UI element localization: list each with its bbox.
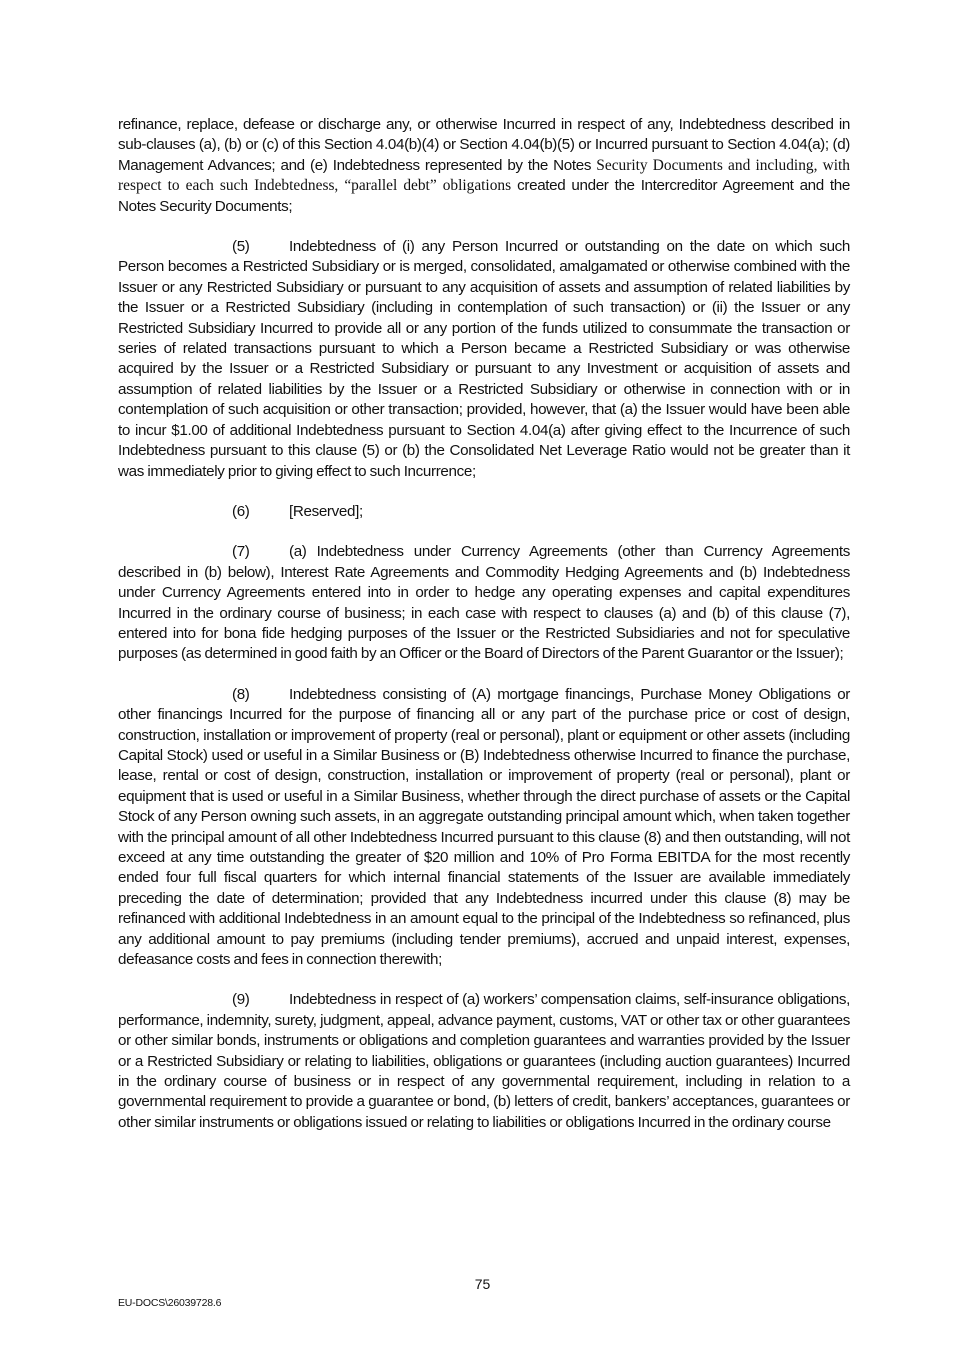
paragraph-8	[118, 685, 850, 971]
paragraph-text: [Reserved];	[289, 502, 363, 520]
paragraph-9	[118, 990, 850, 1133]
clause-number: (5)	[232, 238, 250, 256]
paragraph-7	[118, 542, 850, 664]
clause-number: (8)	[232, 685, 250, 703]
document-body	[118, 115, 850, 1153]
paragraph-text: Indebtedness consisting of (A) mortgage financings, Purchase Money Obligations or other financings Incurred for the purpose of financing all or any part of the purchase price or cost of design, construction, installation or improvement of property (real or personal), plant or equipment or other assets (including Capital Stock) used or useful in a Similar Business or (B) Indebtedness otherwise Incurred to finance the purchase, lease, rental or cost of design, construction, installation or improvement of property (real or personal), plant or equipment that is used or useful in a Similar Business, whether through the direct purchase of assets or the Capital Stock of any Person owning such assets, in an aggregate outstanding principal amount which, when taken together with the principal amount of all other Indebtedness Incurred pursuant to this clause (8) and then outstanding, will not exceed at any time outstanding the greater of $20 million and 10% of Pro Forma EBITDA for the most recently ended four full fiscal quarters for which internal financial statements of the Issuer are available immediately preceding the date of determination; provided that any Indebtedness incurred under this clause (8) may be refinanced with additional Indebtedness in an amount equal to the principal of the Indebtedness so refinanced, plus any additional amount to pay premiums (including tender premiums), accrued and unpaid interest, expenses, defeasance costs and fees in connection therewith;	[118, 685, 850, 969]
clause-number: (6)	[232, 502, 250, 520]
paragraph-text: Indebtedness in respect of (a) workers’ compensation claims, self-insurance obligations, performance, indemnity, surety, judgment, appeal, advance payment, customs, VAT or other tax or other guarantees or other similar bonds, instruments or obligations and completion guarantees and warranties provided by the Issuer or a Restricted Subsidiary or relating to liabilities, obligations or guarantees (including auction guarantees) Incurred in the ordinary course of business or in respect of any governmental requirement, including in relation to a governmental requirement to provide a guarantee or bond, (b) letters of credit, bankers’ acceptances, guarantees or other similar instruments or obligations issued or relating to liabilities or obligations Incurred in the ordinary course	[118, 991, 850, 1131]
clause-number: (9)	[232, 991, 250, 1009]
paragraph-4-text-c: created under the Intercreditor Agreement and the Notes Security Documents;	[118, 177, 850, 215]
document-reference: EU-DOCS\26039728.6	[118, 1297, 222, 1309]
paragraph-text: Indebtedness of (i) any Person Incurred or outstanding on the date on which such Person becomes a Restricted Subsidiary or is merged, consolidated, amalgamated or otherwise combined with the Issuer or any Restricted Subsidiary or pursuant to any acquisition of assets and assumption of related liabilities by the Issuer or a Restricted Subsidiary (including in contemplation of such transaction) or (ii) the Issuer or any Restricted Subsidiary Incurred to provide all or any portion of the funds utilized to consummate the transaction or series of related transactions pursuant to which a Person became a Restricted Subsidiary or was otherwise acquired by the Issuer or a Restricted Subsidiary or pursuant to any Investment or acquisition of assets and assumption of related liabilities by the Issuer or a Restricted Subsidiary or otherwise in connection with or in contemplation of such acquisition or other transaction; provided, however, that (a) the Issuer would have been able to incur $1.00 of additional Indebtedness pursuant to Section 4.04(a) after giving effect to the Incurrence of such Indebtedness pursuant to this clause (5) or (b) the Consolidated Net Leverage Ratio would not be greater than it was immediately prior to giving effect to such Incurrence;	[118, 238, 850, 480]
clause-number: (7)	[232, 543, 250, 561]
paragraph-4-text-b: Security Documents and including, with respect to each such Indebtedness, “parallel debt” obligations	[118, 156, 850, 195]
paragraph-4-text-a: refinance, replace, defease or discharge any, or otherwise Incurred in respect of any, Indebtedness described in sub-clauses (a), (b) or (c) of this Section 4.04(b)(4) or Section 4.04(b)(5) or Incurred pursuant to Section 4.04(a); (d) Management Advances; and (e) Indebtedness represented by the Notes	[118, 116, 850, 174]
page-number: 75	[474, 1276, 491, 1292]
paragraph-text: (a) Indebtedness under Currency Agreements (other than Currency Agreements described in (b) below), Interest Rate Agreements and Commodity Hedging Agreements and (b) Indebtedness under Currency Agreements entered into in order to hedge any operating expenses and capital expenditures Incurred in the ordinary course of business; in each case with respect to clauses (a) and (b) of this clause (7), entered into for bona fide hedging purposes of the Issuer or the Restricted Subsidiaries and not for speculative purposes (as determined in good faith by an Officer or the Board of Directors of the Parent Guarantor or the Issuer);	[118, 543, 850, 663]
paragraph-4-continuation	[118, 115, 850, 217]
paragraph-6	[118, 502, 850, 522]
paragraph-5	[118, 237, 850, 482]
